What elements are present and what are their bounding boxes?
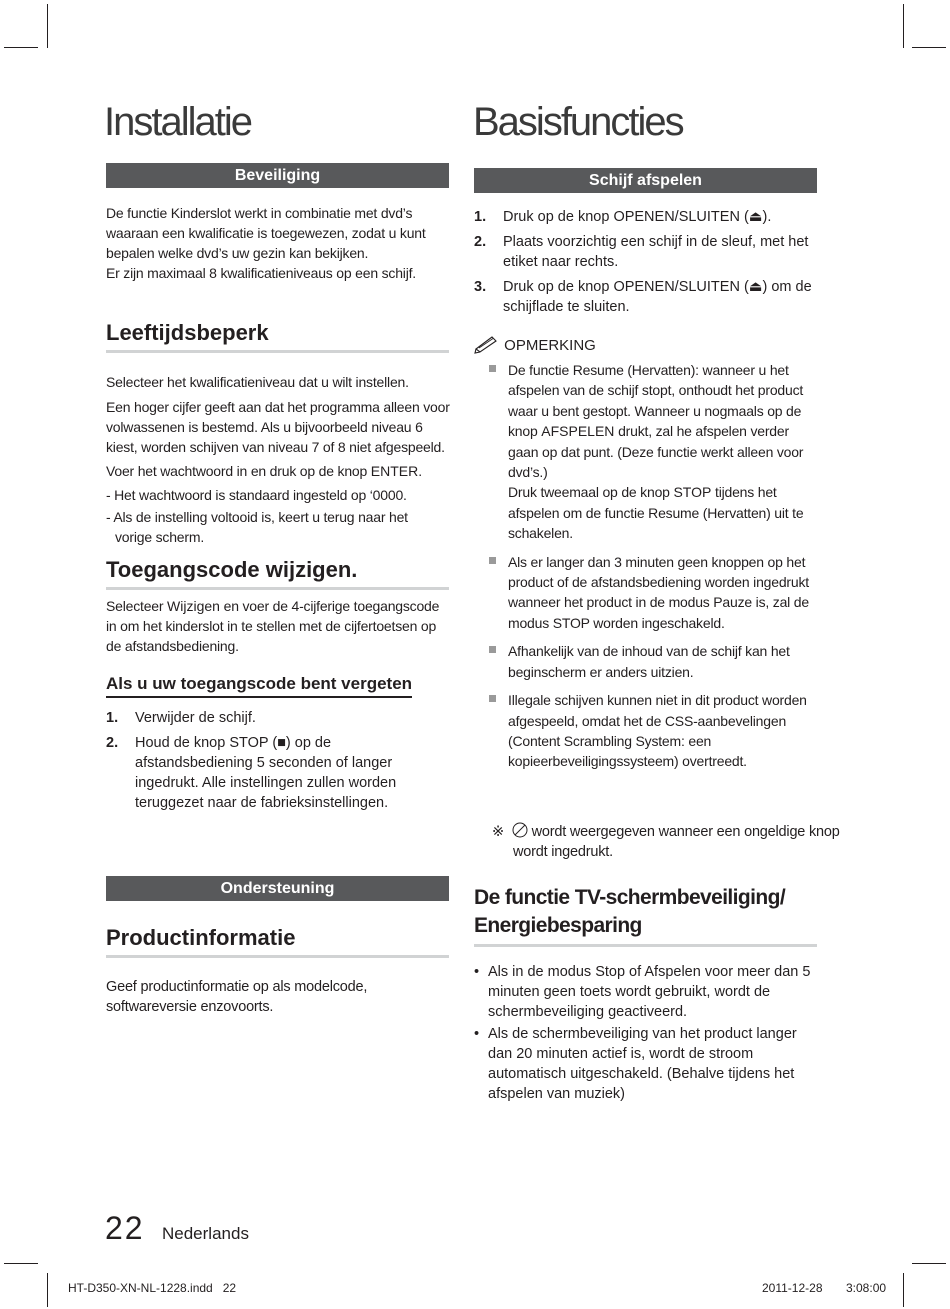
- invalid-icon: [512, 822, 528, 838]
- crop-mark: [4, 1263, 38, 1264]
- text: en voer de 4-cijferige toegangscode in om het kinderslot in te stellen met de cijfertoetsen op de afstandsbediening.: [106, 598, 440, 654]
- crop-mark: [47, 1273, 48, 1307]
- text: Selecteer: [106, 598, 168, 614]
- step-text: (⏏).: [739, 209, 772, 225]
- list-item: [488, 641, 818, 682]
- page-number: 22: [105, 1210, 145, 1246]
- invalid-note: [492, 822, 843, 862]
- note-text: Illegale schijven kunnen niet in dit product worden afgespeeld, omdat het de CSS-aanbevelingen (Content Scrambling System: een kopieerbeveiligingssysteem) overtreedt.: [508, 692, 807, 770]
- list-item: [488, 552, 818, 634]
- dash-item: - Het wachtwoord is standaard ingesteld op ‘0000.: [106, 487, 407, 503]
- bullet-icon: •: [474, 1026, 480, 1042]
- note-label: OPMERKING: [504, 337, 596, 354]
- list-item: [488, 360, 818, 544]
- step-text: Druk op de knop: [503, 209, 614, 225]
- square-bullet-icon: [489, 646, 496, 653]
- note-text: Afhankelijk van de inhoud van de schijf kan het beginscherm er anders uitzien.: [508, 643, 790, 680]
- step-number: 1.: [106, 710, 119, 726]
- paragraph: Selecteer het kwalificatieniveau dat u wilt instellen.: [106, 374, 409, 390]
- page-title-installatie: Installatie: [104, 100, 251, 144]
- crop-mark: [4, 47, 38, 48]
- text: vorige scherm.: [115, 529, 205, 545]
- heading-leeftijdsbeperk: Leeftijdsbeperk: [106, 320, 449, 353]
- play-key-label: AFSPELEN: [541, 423, 615, 440]
- list-item: [106, 708, 406, 728]
- list-item: [474, 232, 819, 272]
- crop-mark: [47, 4, 48, 48]
- list-item: [474, 207, 819, 227]
- step-text: Plaats voorzichtig een schijf in de sleuf, met het etiket naar rechts.: [503, 234, 809, 270]
- heading-tv-schermbeveiliging: [474, 884, 817, 947]
- paragraph: Geef productinformatie op als modelcode, softwareversie enzovoorts.: [106, 979, 368, 1015]
- note-text: Druk tweemaal op de knop: [508, 484, 674, 501]
- note-text: tijdens het afspelen om de functie Resume (Hervatten) uit te schakelen.: [508, 484, 804, 542]
- open-close-key-label: OPENEN/SLUITEN: [613, 279, 740, 295]
- stop-key-label: STOP: [229, 735, 269, 751]
- heading-productinformatie: Productinformatie: [106, 925, 449, 958]
- print-date: 2011-12-28: [762, 1281, 823, 1295]
- list-item: [474, 1024, 814, 1104]
- page-title-basisfuncties: Basisfuncties: [473, 100, 683, 144]
- list-item: [106, 733, 406, 813]
- step-text: Verwijder de schijf.: [135, 710, 256, 726]
- dash-item: [106, 507, 451, 547]
- step-number: 3.: [474, 279, 487, 295]
- intro-text-2: Er zijn maximaal 8 kwalificatieniveaus op een schijf.: [106, 265, 416, 281]
- step-text: (⏏) om de schijflade te sluiten.: [503, 279, 812, 315]
- wijzigen-label: Wijzigen: [167, 598, 220, 614]
- stop-key-label: STOP: [673, 484, 712, 501]
- text: Voer het wachtwoord in en druk op de knop: [106, 463, 371, 479]
- text: - Als de instelling voltooid is, keert u terug naar het: [106, 509, 408, 525]
- note-text: De functie Resume (Hervatten): wanneer u het afspelen van de schijf stopt, onthoudt het product waar u bent gestopt. Wanneer u nogmaals op de knop: [508, 362, 804, 440]
- list-item: [488, 690, 818, 772]
- heading-vergeten: Als u uw toegangscode bent vergeten: [106, 674, 412, 698]
- note-heading: [474, 334, 596, 354]
- list-item: [474, 962, 814, 1022]
- notes-list: [488, 360, 818, 780]
- paragraph: Een hoger cijfer geeft aan dat het programma alleen voor volwassenen is bestemd. Als u bijvoorbeeld niveau 6 kiest, worden schijven van niveau 7 of 8 niet afgespeeld.: [106, 399, 450, 455]
- open-close-key-label: OPENEN/SLUITEN: [613, 209, 740, 225]
- square-bullet-icon: [489, 365, 496, 372]
- crop-mark: [912, 1263, 946, 1264]
- section-bar-beveiliging: Beveiliging: [106, 163, 449, 188]
- step-number: 2.: [106, 735, 119, 751]
- pencil-icon: [474, 334, 500, 354]
- crop-mark: [903, 4, 904, 48]
- square-bullet-icon: [489, 695, 496, 702]
- bullet-text: Als in de modus Stop of Afspelen voor meer dan 5 minuten geen toets wordt gebruikt, wordt de schermbeveiliging geactiveerd.: [488, 964, 811, 1020]
- step-text: Druk op de knop: [503, 279, 614, 295]
- step-text: (■) op de afstandsbediening 5 seconden of langer ingedrukt. Alle instellingen zullen worden teruggezet naar de fabrieksinstellingen.: [135, 735, 397, 811]
- bullet-text: Als de schermbeveiliging van het product langer dan 20 minuten actief is, wordt de stroom automatisch uitgeschakeld. (Behalve tijdens het afspelen van muziek): [488, 1026, 797, 1102]
- crop-mark: [903, 1273, 904, 1307]
- intro-text: De functie Kinderslot werkt in combinatie met dvd’s waaraan een kwalificatie is toegewezen, zodat u kunt bepalen welke dvd’s uw gezin kan bekijken.: [106, 205, 426, 261]
- step-text: Houd de knop: [135, 735, 230, 751]
- list-item: [474, 277, 819, 317]
- crop-mark: [912, 47, 946, 48]
- reset-steps: [106, 708, 406, 818]
- print-time: 3:08:00: [846, 1281, 887, 1295]
- paragraph: [106, 596, 451, 656]
- note-text: drukt, zal he afspelen verder gaan op dat punt. (Deze functie werkt alleen voor dvd’s.): [508, 423, 804, 481]
- section-bar-schijf-afspelen: Schijf afspelen: [474, 168, 817, 193]
- heading-toegangscode: Toegangscode wijzigen.: [106, 557, 449, 590]
- paragraph: [106, 461, 451, 481]
- enter-key-label: ENTER: [370, 463, 419, 479]
- step-number: 1.: [474, 209, 487, 225]
- bullet-icon: •: [474, 964, 480, 980]
- reference-mark: ※: [492, 824, 504, 840]
- heading-line: De functie TV-schermbeveiliging/: [474, 886, 786, 909]
- note-text: Als er langer dan 3 minuten geen knoppen op het product of de afstandsbediening worden ingedrukt wanneer het product in de modus Pauze is, zal de modus STOP worden ingeschakeld.: [508, 553, 809, 631]
- invalid-text: wordt weergegeven wanneer een ongeldige knop wordt ingedrukt.: [513, 824, 840, 860]
- heading-line: Energiebesparing: [474, 914, 642, 937]
- play-steps: [474, 207, 819, 322]
- step-number: 2.: [474, 234, 487, 250]
- section-bar-ondersteuning: Ondersteuning: [106, 876, 449, 901]
- text: .: [418, 463, 422, 479]
- screensaver-list: [474, 962, 814, 1106]
- intro-paragraph: [106, 203, 451, 283]
- language-label: Nederlands: [162, 1224, 249, 1243]
- square-bullet-icon: [489, 557, 496, 564]
- file-info: HT-D350-XN-NL-1228.indd 22: [68, 1281, 237, 1295]
